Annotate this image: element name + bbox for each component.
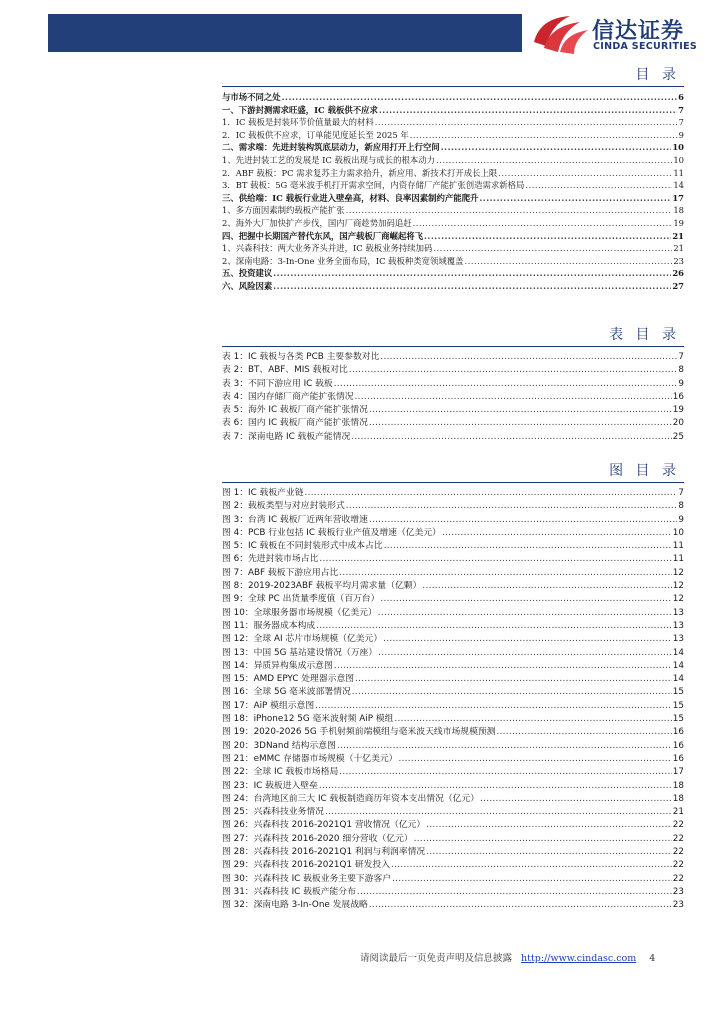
leader-dots xyxy=(378,647,672,660)
figure-entry-page: 10 xyxy=(672,527,684,538)
leader-dots xyxy=(315,700,672,713)
figure-entry-text: 图 15：AMD EPYC 处理器示意图 xyxy=(222,674,355,685)
figure-entry-text: 图 27：兴森科技 2016-2020 细分营收（亿元） xyxy=(222,833,413,844)
leader-dots xyxy=(380,593,671,606)
toc-entry-page: 19 xyxy=(673,217,684,228)
figure-entry-page: 15 xyxy=(672,687,684,698)
leader-dots xyxy=(273,267,671,280)
figure-entry-page: 22 xyxy=(672,820,684,831)
leader-dots xyxy=(282,91,678,104)
leader-dots xyxy=(442,527,672,540)
toc-entry[interactable] xyxy=(222,129,684,142)
figure-entry-text: 图 26：兴森科技 2016-2021Q1 营收情况（亿元） xyxy=(222,820,426,831)
leader-dots xyxy=(346,204,673,217)
toc-entry-page: 17 xyxy=(672,192,684,203)
table-entry-page: 16 xyxy=(672,391,684,402)
table-entry[interactable] xyxy=(222,417,684,430)
table-entry-text: 表 7：深南电路 IC 载板产能情况 xyxy=(222,431,351,442)
leader-dots xyxy=(369,404,672,417)
figure-entry[interactable] xyxy=(222,859,684,872)
leader-dots xyxy=(355,673,672,686)
toc-entry[interactable] xyxy=(222,255,684,268)
leader-dots xyxy=(319,553,671,566)
figure-entry-text: 图 32：深南电路 3-In-One 发展战略 xyxy=(222,900,368,911)
figure-entry[interactable] xyxy=(222,726,684,739)
table-entry-page: 25 xyxy=(672,431,684,442)
table-entry[interactable] xyxy=(222,391,684,404)
figure-entry-text: 图 13：中国 5G 基站建设情况（万座） xyxy=(222,647,378,658)
figure-entry[interactable] xyxy=(222,527,684,540)
leader-dots xyxy=(480,793,672,806)
footer-url-link[interactable]: http://www.cindasc.com xyxy=(521,953,637,964)
figure-entry[interactable] xyxy=(222,607,684,620)
figure-entry[interactable] xyxy=(222,753,684,766)
figure-entry[interactable] xyxy=(222,833,684,846)
figure-entry-page: 13 xyxy=(672,620,684,631)
figures-title: 图 目 录 xyxy=(609,463,680,479)
figure-entry[interactable] xyxy=(222,487,684,500)
toc-entry-page: 10 xyxy=(673,154,684,165)
figures-header xyxy=(222,458,684,483)
toc-entry[interactable] xyxy=(222,267,684,280)
figure-entry-page: 23 xyxy=(672,886,684,897)
figure-entry-page: 22 xyxy=(672,847,684,858)
figure-entry[interactable] xyxy=(222,514,684,527)
toc-entry-text: 2．IC 载板供不应求，订单能见度延长至 2025 年 xyxy=(222,129,409,140)
figure-entry-text: 图 19：2020-2026 5G 手机射频前端模组与毫米波天线市场规模预测 xyxy=(222,727,496,738)
logo-english-name: CINDA SECURITIES xyxy=(593,41,698,52)
figure-entry-page: 16 xyxy=(672,740,684,751)
toc-entry[interactable] xyxy=(222,242,684,255)
figure-entry[interactable] xyxy=(222,886,684,899)
figure-entry-page: 22 xyxy=(672,873,684,884)
toc-entry-page: 27 xyxy=(672,280,684,291)
leader-dots xyxy=(414,833,672,846)
tables-title: 表 目 录 xyxy=(609,327,680,343)
figure-entry-text: 图 10：全球服务器市场规模（亿美元） xyxy=(222,607,377,618)
table-entry[interactable] xyxy=(222,404,684,417)
figure-entry[interactable] xyxy=(222,846,684,859)
toc-entry[interactable] xyxy=(222,204,684,217)
figure-entry-text: 图 31：兴森科技 IC 载板产能分布 xyxy=(222,886,356,897)
figure-entry-text: 图 23：IC 载板进入壁垒 xyxy=(222,780,318,791)
leader-dots xyxy=(436,154,672,167)
leader-dots xyxy=(351,431,672,444)
figure-entry[interactable] xyxy=(222,819,684,832)
figures-section xyxy=(222,458,684,913)
toc-section xyxy=(222,62,684,293)
leader-dots xyxy=(369,899,672,912)
figure-entry[interactable] xyxy=(222,567,684,580)
leader-dots xyxy=(392,873,672,886)
leader-dots xyxy=(305,487,678,500)
leader-dots xyxy=(325,806,672,819)
toc-entry-page: 6 xyxy=(678,92,684,102)
figure-entry[interactable] xyxy=(222,593,684,606)
toc-list xyxy=(222,87,684,293)
toc-entry-page: 18 xyxy=(673,205,684,216)
leader-dots xyxy=(383,633,672,646)
figure-entry-text: 图 17：AiP 模组示意图 xyxy=(222,700,315,711)
leader-dots xyxy=(319,780,672,793)
table-entry-text: 表 2：BT、ABF、MIS 载板对比 xyxy=(222,365,348,376)
toc-entry-text: 3．BT 载板：5G 毫米波手机打开需求空间，内资存储厂产能扩张创造需求新格局 xyxy=(222,180,525,191)
tables-list xyxy=(222,347,684,444)
figure-entry-page: 12 xyxy=(672,594,684,605)
figure-entry-page: 18 xyxy=(672,793,684,804)
toc-entry-page: 21 xyxy=(673,243,684,254)
figure-entry-page: 17 xyxy=(672,767,684,778)
figure-entry-text: 图 16：全球 5G 毫米波部署情况 xyxy=(222,687,351,698)
leader-dots xyxy=(369,417,672,430)
leader-dots xyxy=(339,567,672,580)
leader-dots xyxy=(384,540,672,553)
leader-dots xyxy=(339,766,672,779)
figure-entry[interactable] xyxy=(222,766,684,779)
toc-entry-text: 1、兴森科技：两大业务齐头并进，IC 载板业务持续加码 xyxy=(222,243,433,254)
table-entry[interactable] xyxy=(222,431,684,444)
figure-entry-page: 13 xyxy=(672,607,684,618)
toc-entry-page: 11 xyxy=(673,167,684,178)
figure-entry-text: 图 29：兴森科技 2016-2021Q1 研发投入 xyxy=(222,860,391,871)
leader-dots xyxy=(378,607,672,620)
leader-dots xyxy=(334,660,672,673)
leader-dots xyxy=(426,819,672,832)
leader-dots xyxy=(375,116,678,129)
toc-entry[interactable] xyxy=(222,154,684,167)
toc-title: 目 录 xyxy=(635,67,680,83)
leader-dots xyxy=(498,167,672,180)
figure-entry-page: 15 xyxy=(672,700,684,711)
table-entry-page: 20 xyxy=(672,418,684,429)
figures-list xyxy=(222,483,684,913)
figure-entry-text: 图 24：台湾地区前三大 IC 载板制造商历年资本支出情况（亿元） xyxy=(222,793,480,804)
leader-dots xyxy=(394,713,671,726)
leader-dots xyxy=(349,364,678,377)
page-number: 4 xyxy=(649,953,656,964)
leader-dots xyxy=(379,104,677,117)
leader-dots xyxy=(334,378,678,391)
table-entry-text: 表 1：IC 载板与各类 PCB 主要参数对比 xyxy=(222,352,380,362)
toc-entry-text: 二、需求端：先进封装构筑底层动力，新应用打开上行空间 xyxy=(222,142,440,153)
leader-dots xyxy=(398,753,671,766)
figure-entry[interactable] xyxy=(222,660,684,673)
table-entry-page: 19 xyxy=(672,405,684,416)
cinda-logo xyxy=(530,10,710,56)
cinda-logo-icon xyxy=(530,12,590,54)
figure-entry[interactable] xyxy=(222,793,684,806)
header-banner xyxy=(48,14,522,52)
toc-entry-page: 21 xyxy=(672,230,684,241)
toc-entry[interactable] xyxy=(222,230,684,243)
figure-entry-page: 7 xyxy=(678,488,684,498)
figure-entry[interactable] xyxy=(222,500,684,513)
figure-entry-page: 11 xyxy=(672,541,684,552)
leader-dots xyxy=(424,230,671,243)
table-entry-text: 表 4：国内存储厂商产能扩张情况 xyxy=(222,391,354,402)
toc-header xyxy=(222,62,684,87)
leader-dots xyxy=(369,514,678,527)
tables-header xyxy=(222,322,684,347)
table-entry-text: 表 5：海外 IC 载板厂商产能扩张情况 xyxy=(222,405,368,416)
figure-entry-page: 12 xyxy=(672,581,684,592)
figure-entry[interactable] xyxy=(222,740,684,753)
table-entry-text: 表 3：不同下游应用 IC 载板 xyxy=(222,378,333,389)
figure-entry[interactable] xyxy=(222,540,684,553)
figure-entry-page: 18 xyxy=(672,780,684,791)
toc-entry[interactable] xyxy=(222,179,684,192)
leader-dots xyxy=(433,242,672,255)
toc-entry[interactable] xyxy=(222,116,684,129)
figure-entry[interactable] xyxy=(222,899,684,912)
table-entry[interactable] xyxy=(222,378,684,391)
leader-dots xyxy=(357,886,672,899)
figure-entry[interactable] xyxy=(222,806,684,819)
figure-entry[interactable] xyxy=(222,620,684,633)
toc-entry[interactable] xyxy=(222,167,684,180)
leader-dots xyxy=(496,726,671,739)
figure-entry[interactable] xyxy=(222,713,684,726)
figure-entry-page: 9 xyxy=(678,514,684,525)
leader-dots xyxy=(441,141,672,154)
figure-entry[interactable] xyxy=(222,553,684,566)
figure-entry-text: 图 20：3DNand 结构示意图 xyxy=(222,740,336,751)
toc-entry-text: 1．IC 载板是封装环节价值量最大的材料 xyxy=(222,117,374,128)
toc-entry-text: 2、海外大厂加快扩产步伐，国内厂商趁势加码追赶 xyxy=(222,217,412,228)
toc-entry-text: 一、下游封测需求旺盛，IC 载板供不应求 xyxy=(222,104,378,115)
toc-entry-page: 7 xyxy=(678,117,684,128)
figure-entry-page: 23 xyxy=(672,900,684,911)
leader-dots xyxy=(465,255,673,268)
figure-entry-text: 图 30：兴森科技 IC 载板业务主要下游客户 xyxy=(222,873,392,884)
figure-entry-page: 11 xyxy=(672,554,684,565)
figure-entry-text: 图 3：台湾 IC 载板厂近两年营收增速 xyxy=(222,514,368,525)
tables-section xyxy=(222,322,684,444)
figure-entry-page: 8 xyxy=(678,501,684,512)
figure-entry-text: 图 25：兴森科技业务情况 xyxy=(222,807,324,818)
leader-dots xyxy=(380,351,677,364)
toc-entry-page: 26 xyxy=(672,268,684,279)
figure-entry-text: 图 4：PCB 行业包括 IC 载板行业产值及增速（亿美元） xyxy=(222,527,441,538)
figure-entry[interactable] xyxy=(222,647,684,660)
toc-entry-text: 五、投资建议 xyxy=(222,268,273,279)
page-footer xyxy=(360,950,690,964)
figure-entry-text: 图 7：ABF 载板下游应用占比 xyxy=(222,567,339,578)
toc-entry-text: 三、供给端：IC 载板行业进入壁垒高，材料、良率因素制约产能爬升 xyxy=(222,192,479,203)
figure-entry-page: 22 xyxy=(672,833,684,844)
figure-entry-text: 图 6：先进封装市场占比 xyxy=(222,554,319,565)
figure-entry[interactable] xyxy=(222,633,684,646)
toc-entry[interactable] xyxy=(222,217,684,230)
figure-entry-page: 14 xyxy=(672,674,684,685)
toc-entry-text: 1、先进封装工艺的发展是 IC 载板出现与成长的根本动力 xyxy=(222,154,435,165)
toc-entry[interactable] xyxy=(222,91,684,104)
figure-entry-text: 图 18：iPhone12 5G 毫米波射频 AiP 模组 xyxy=(222,714,394,725)
figure-entry-text: 图 1：IC 载板产业链 xyxy=(222,488,304,498)
figure-entry[interactable] xyxy=(222,780,684,793)
table-entry-page: 8 xyxy=(678,365,684,376)
leader-dots xyxy=(346,500,678,513)
toc-entry[interactable] xyxy=(222,280,684,293)
toc-entry-text: 2、深南电路：3-In-One 业务全面布局，IC 载板种类宽领域覆盖 xyxy=(222,255,464,266)
leader-dots xyxy=(410,129,678,142)
leader-dots xyxy=(391,859,672,872)
table-entry[interactable] xyxy=(222,364,684,377)
footer-disclaimer: 请阅读最后一页免责声明及信息披露 xyxy=(360,953,513,964)
leader-dots xyxy=(355,391,672,404)
figure-entry-page: 15 xyxy=(672,714,684,725)
figure-entry-text: 图 14：异质异构集成示意图 xyxy=(222,660,333,671)
figure-entry-page: 16 xyxy=(672,753,684,764)
leader-dots xyxy=(337,740,672,753)
figure-entry-text: 图 11：服务器成本构成 xyxy=(222,620,316,631)
figure-entry-page: 22 xyxy=(672,860,684,871)
table-entry-page: 9 xyxy=(678,378,684,389)
leader-dots xyxy=(273,280,671,293)
toc-entry-text: 六、风险因素 xyxy=(222,280,273,291)
logo-chinese-name: 信达证券 xyxy=(592,19,685,44)
leader-dots xyxy=(525,179,672,192)
table-entry[interactable] xyxy=(222,351,684,364)
figure-entry[interactable] xyxy=(222,580,684,593)
figure-entry-text: 图 22：全球 IC 载板市场格局 xyxy=(222,767,339,778)
figure-entry-text: 图 5：IC 载板在不同封装形式中成本占比 xyxy=(222,541,383,552)
toc-entry[interactable] xyxy=(222,141,684,154)
toc-entry-text: 与市场不同之处 xyxy=(222,92,281,102)
figure-entry-text: 图 21：eMMC 存储器市场规模（十亿美元） xyxy=(222,753,398,764)
figure-entry-text: 图 28：兴森科技 2016-2021Q1 利润与利润率情况 xyxy=(222,847,426,858)
toc-entry-page: 9 xyxy=(678,129,684,140)
figure-entry[interactable] xyxy=(222,873,684,886)
figure-entry-text: 图 2：载板类型与对应封装形式 xyxy=(222,501,345,512)
toc-entry[interactable] xyxy=(222,104,684,117)
figure-entry-page: 14 xyxy=(672,660,684,671)
table-entry-page: 7 xyxy=(678,352,684,362)
toc-entry-text: 1、多方面因素制约载板产能扩张 xyxy=(222,205,345,216)
figure-entry-text: 图 12：全球 AI 芯片市场规模（亿美元） xyxy=(222,634,383,645)
figure-entry-page: 14 xyxy=(672,647,684,658)
table-entry-text: 表 6：国内 IC 载板厂商产能扩张情况 xyxy=(222,418,368,429)
leader-dots xyxy=(316,620,672,633)
leader-dots xyxy=(413,217,673,230)
figure-entry[interactable] xyxy=(222,673,684,686)
toc-entry-page: 10 xyxy=(672,142,684,153)
toc-entry-page: 14 xyxy=(673,180,684,191)
figure-entry[interactable] xyxy=(222,700,684,713)
toc-entry-page: 23 xyxy=(673,255,684,266)
figure-entry-text: 图 8：2019-2023ABF 载板平均月需求量（亿颗） xyxy=(222,581,422,592)
toc-entry[interactable] xyxy=(222,192,684,205)
leader-dots xyxy=(352,686,672,699)
figure-entry[interactable] xyxy=(222,686,684,699)
toc-entry-page: 7 xyxy=(678,104,684,115)
figure-entry-text: 图 9：全球 PC 出货量季度值（百万台） xyxy=(222,594,380,605)
figure-entry-page: 12 xyxy=(672,567,684,578)
leader-dots xyxy=(426,846,672,859)
figure-entry-page: 21 xyxy=(672,807,684,818)
toc-entry-text: 2．ABF 载板：PC 需求复苏主力需求拾升，新应用、新技术打开成长上限 xyxy=(222,167,498,178)
toc-entry-text: 四、把握中长期国产替代东风，国产载板厂商崛起将飞 xyxy=(222,230,423,241)
figure-entry-page: 16 xyxy=(672,727,684,738)
leader-dots xyxy=(422,580,671,593)
figure-entry-page: 13 xyxy=(672,634,684,645)
leader-dots xyxy=(479,192,671,205)
